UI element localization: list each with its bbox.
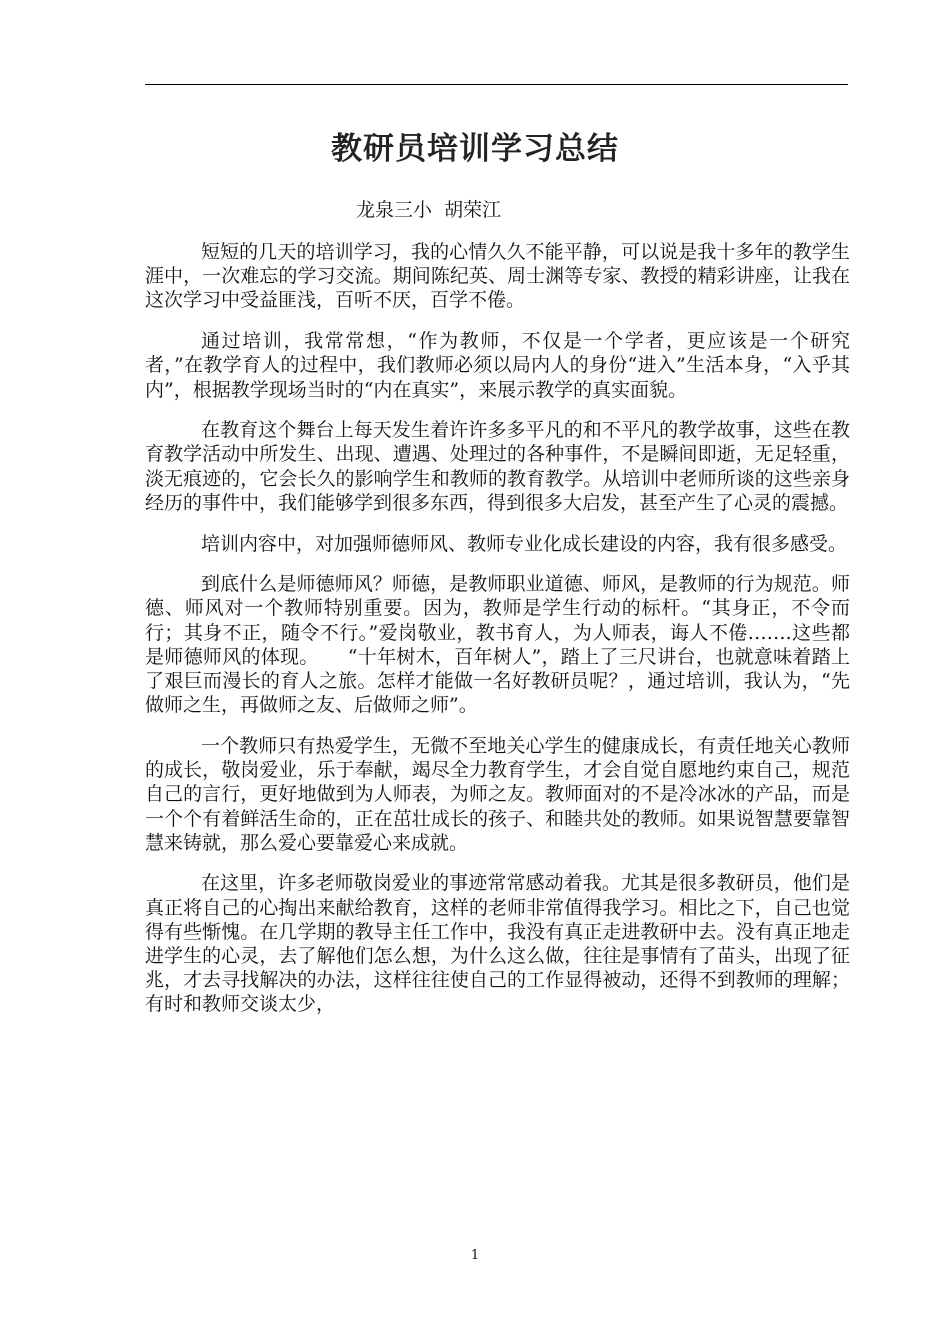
body-paragraph-4: 培训内容中，对加强师德师风、教师专业化成长建设的内容，我有很多感受。 bbox=[201, 532, 848, 555]
body-paragraph-7: 在这里，许多老师敬岗爱业的事迹常常感动着我。尤其是很多教研员，他们是真正将自己的心掏出来献给教育，这样的老师非常值得我学习。相比之下，自己也觉得有些惭愧。在几学期的教导主任工作中，我没有真正走进教研中去。没有真正地走进学生的心灵，去了解他们怎么想，为什么这么做，往往是事情有了苗头，出现了征兆，才去寻找解决的办法，这样往往使自己的工作显得被动，还得不到教师的理解；有时和教师交谈太少， bbox=[145, 872, 850, 1016]
document-title: 教研员培训学习总结 bbox=[331, 131, 619, 167]
body-paragraph-6: 一个教师只有热爱学生，无微不至地关心学生的健康成长，有责任地关心教师的成长，敬岗爱业，乐于奉献，竭尽全力教育学生，才会自觉自愿地约束自己，规范自己的言行，更好地做到为人师表，为师之友。教师面对的不是冷冰冰的产品，而是一个个有着鲜活生命的，正在茁壮成长的孩子、和睦共处的教师。如果说智慧要靠智慧来铸就，那么爱心要靠爱心来成就。 bbox=[145, 734, 850, 854]
body-paragraph-1: 短短的几天的培训学习，我的心情久久不能平静，可以说是我十多年的教学生涯中，一次难忘的学习交流。期间陈纪英、周士渊等专家、教授的精彩讲座，让我在这次学习中受益匪浅，百听不厌，百学不倦。 bbox=[145, 241, 850, 312]
document-author: 龙泉三小 胡荣江 bbox=[356, 199, 502, 221]
header-rule bbox=[145, 84, 848, 85]
body-paragraph-5: 到底什么是师德师风？师德，是教师职业道德、师风，是教师的行为规范。师德、师风对一个教师特别重要。因为，教师是学生行动的标杆。“其身正，不令而行；其身不正，随令不行。”爱岗敬业，教书育人，为人师表，诲人不倦…….这些都是师德师风的体现。 “十年树木，百年树人”，踏上了三尺讲台，也就意味着踏上了艰巨而漫长的育人之旅。怎样才能做一名好教研员呢？，通过培训，我认为，“先做师之生，再做师之友、后做师之师”。 bbox=[145, 573, 850, 717]
page-number: 1 bbox=[470, 1248, 480, 1263]
body-paragraph-2: 通过培训，我常常想，“作为教师，不仅是一个学者，更应该是一个研究者，”在教学育人的过程中，我们教师必须以局内人的身份“进入”生活本身，“入乎其内”，根据教学现场当时的“内在真实”，来展示教学的真实面貌。 bbox=[145, 330, 850, 401]
document-body bbox=[145, 240, 850, 1033]
body-paragraph-3: 在教育这个舞台上每天发生着许许多多平凡的和不平凡的教学故事，这些在教育教学活动中所发生、出现、遭遇、处理过的各种事件，不是瞬间即逝，无足轻重，淡无痕迹的，它会长久的影响学生和教师的教育教学。从培训中老师所谈的这些亲身经历的事件中，我们能够学到很多东西，得到很多大启发，甚至产生了心灵的震撼。 bbox=[145, 419, 850, 514]
